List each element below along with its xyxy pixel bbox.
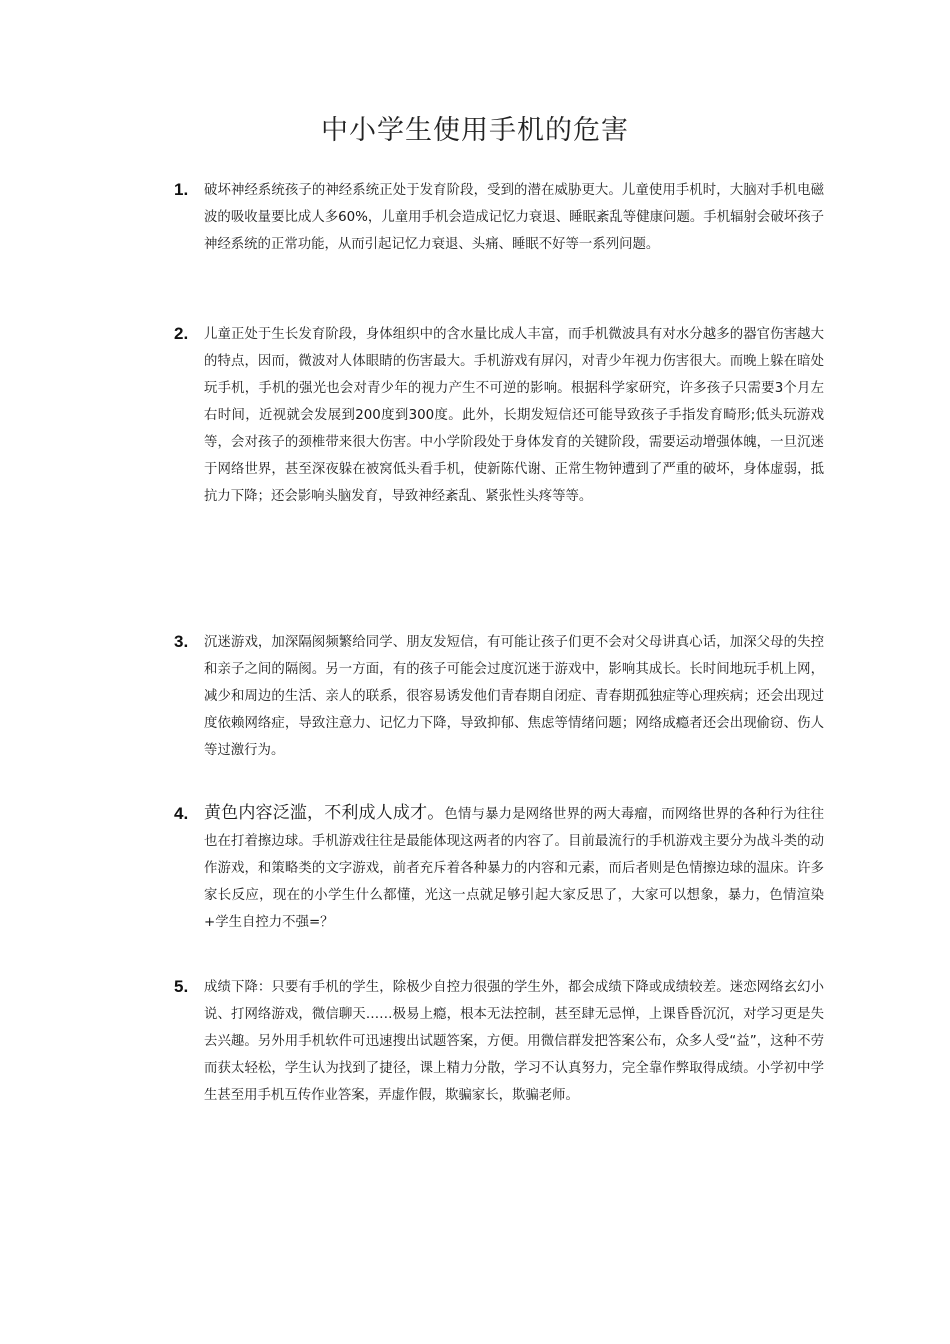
list-item <box>174 628 824 764</box>
item-number: 2. <box>174 324 189 343</box>
item-body: 沉迷游戏，加深隔阂频繁给同学、朋友发短信，有可能让孩子们更不会对父母讲真心话，加深父母的失控和亲子之间的隔阂。另一方面，有的孩子可能会过度沉迷于游戏中，影响其成长。长时间地玩手机上网，减少和周边的生活、亲人的联系，很容易诱发他们青春期自闭症、青春期孤独症等心理疾病；还会出现过度依赖网络症，导致注意力、记忆力下降，导致抑郁、焦虑等情绪问题；网络成瘾者还会出现偷窃、伤人等过激行为。 <box>204 635 824 758</box>
item-paragraph <box>204 973 824 1109</box>
item-number: 1. <box>174 180 189 199</box>
list-item <box>174 176 824 258</box>
item-paragraph <box>204 800 824 936</box>
item-body: 儿童正处于生长发育阶段，身体组织中的含水量比成人丰富，而手机微波具有对水分越多的器官伤害越大的特点，因而，微波对人体眼睛的伤害最大。手机游戏有屏闪，对青少年视力伤害很大。而晚上躲在暗处玩手机，手机的强光也会对青少年的视力产生不可逆的影响。根据科学家研究，许多孩子只需要3个月左右时间，近视就会发展到200度到300度。此外，长期发短信还可能导致孩子手指发育畸形;低头玩游戏等，会对孩子的颈椎带来很大伤害。中小学阶段处于身体发育的关键阶段，需要运动增强体魄，一旦沉迷于网络世界，甚至深夜躲在被窝低头看手机，使新陈代谢、正常生物钟遭到了严重的破坏，身体虚弱，抵抗力下降；还会影响头脑发育，导致神经紊乱、紧张性头疼等等。 <box>204 327 824 504</box>
list-item <box>174 320 824 510</box>
item-number: 5. <box>174 977 189 996</box>
item-paragraph <box>204 320 824 510</box>
item-body: 色情与暴力是网络世界的两大毒瘤，而网络世界的各种行为往往也在打着擦边球。手机游戏往往是最能体现这两者的内容了。目前最流行的手机游戏主要分为战斗类的动作游戏，和策略类的文字游戏，前者充斥着各种暴力的内容和元素，而后者则是色情擦边球的温床。许多家长反应，现在的小学生什么都懂，光这一点就足够引起大家反思了，大家可以想象，暴力，色情渲染+学生自控力不强=？ <box>204 807 825 930</box>
item-lead: 黄色内容泛滥，不利成人成才。 <box>204 803 445 823</box>
page-title: 中小学生使用手机的危害 <box>321 115 629 146</box>
list-item <box>174 973 824 1109</box>
item-number: 4. <box>174 804 189 823</box>
item-body: 破坏神经系统孩子的神经系统正处于发育阶段，受到的潜在威胁更大。儿童使用手机时，大脑对手机电磁波的吸收量要比成人多60%，儿童用手机会造成记忆力衰退、睡眠紊乱等健康问题。手机辐射会破坏孩子神经系统的正常功能，从而引起记忆力衰退、头痛、睡眠不好等一系列问题。 <box>204 183 824 252</box>
item-paragraph <box>204 176 824 258</box>
item-body: 成绩下降：只要有手机的学生，除极少自控力很强的学生外，都会成绩下降或成绩较差。迷恋网络玄幻小说、打网络游戏，微信聊天……极易上瘾，根本无法控制，甚至肆无忌惮，上课昏昏沉沉，对学习更是失去兴趣。另外用手机软件可迅速搜出试题答案，方便。用微信群发把答案公布，众多人受“益”，这种不劳而获太轻松，学生认为找到了捷径，课上精力分散，学习不认真努力，完全靠作弊取得成绩。小学初中学生甚至用手机互传作业答案，弄虚作假，欺骗家长，欺骗老师。 <box>204 980 824 1103</box>
item-number: 3. <box>174 632 189 651</box>
list-item <box>174 800 824 936</box>
item-paragraph <box>204 628 824 764</box>
